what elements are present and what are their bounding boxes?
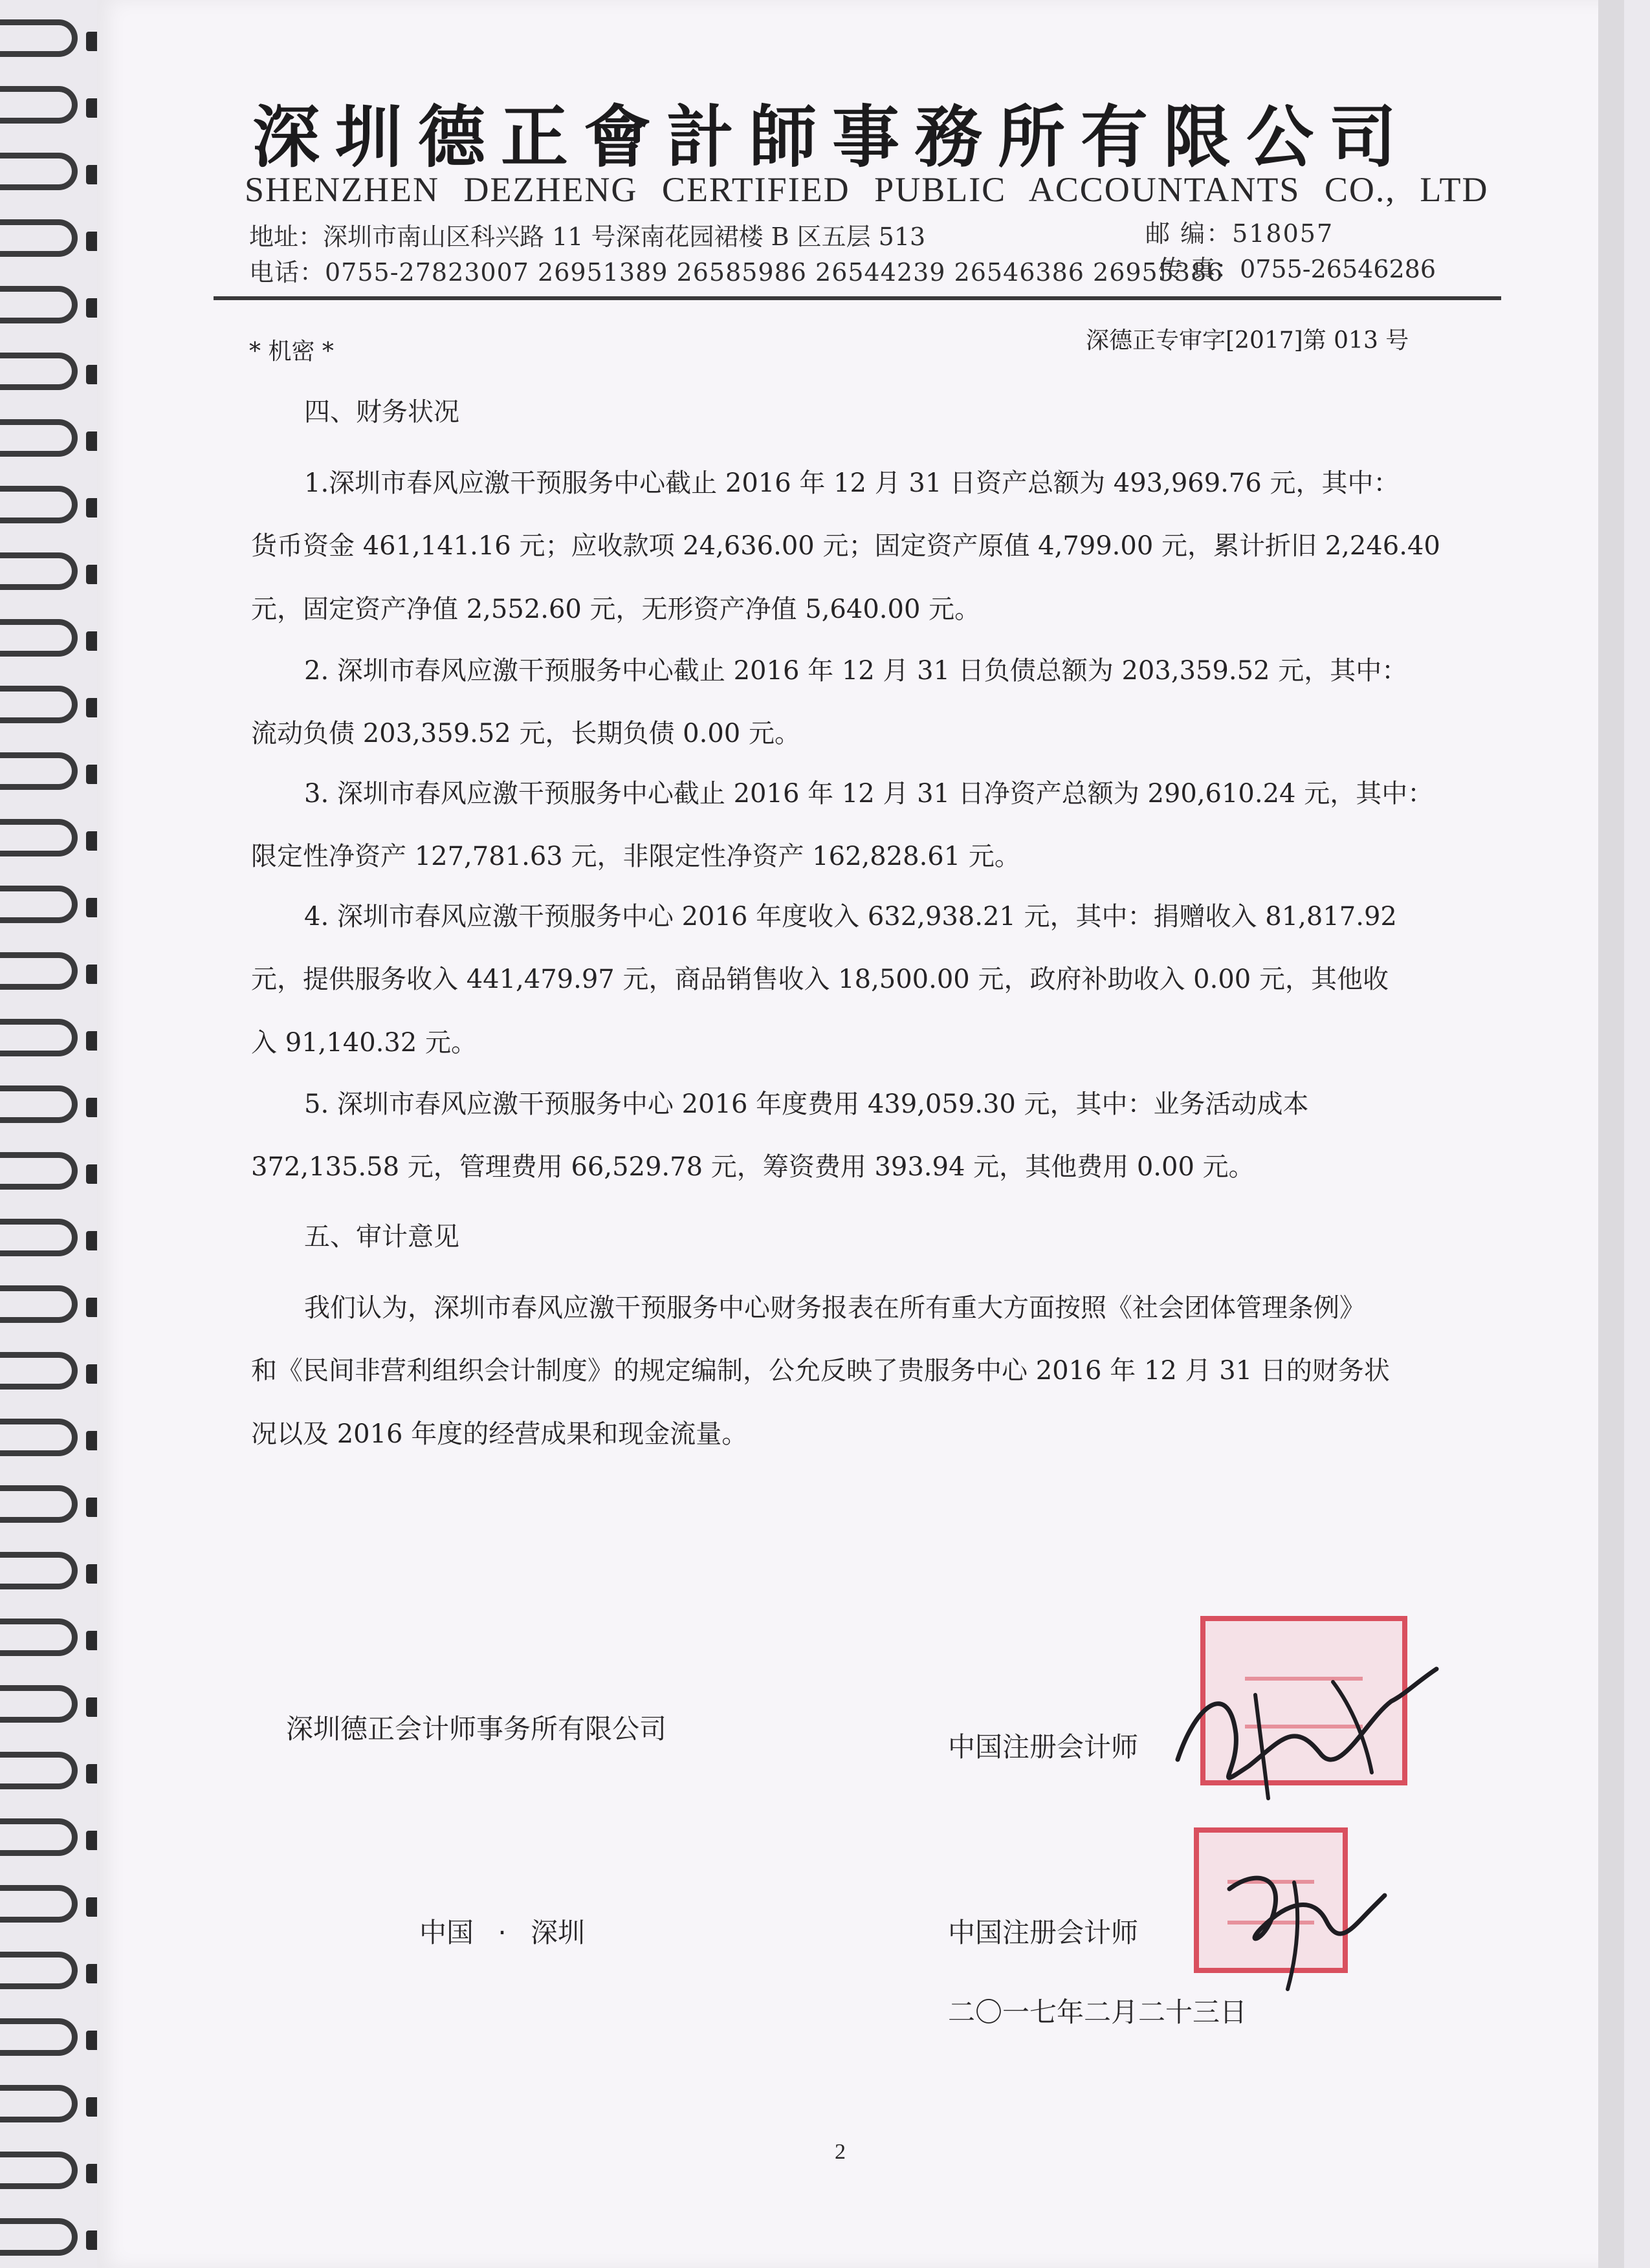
binding-ring bbox=[0, 1485, 78, 1523]
paragraph-line: 4. 深圳市春风应激干预服务中心 2016 年度收入 632,938.21 元，其中：捐赠收入 81,817.92 bbox=[304, 902, 1397, 932]
binding-ring bbox=[0, 353, 78, 390]
paragraph-line: 我们认为，深圳市春风应激干预服务中心财务报表在所有重大方面按照《社会团体管理条例》 bbox=[304, 1293, 1365, 1323]
letterhead-company-name-en: SHENZHEN DEZHENG CERTIFIED PUBLIC ACCOUNTANTS CO., LTD bbox=[245, 170, 1489, 209]
paragraph-line: 入 91,140.32 元。 bbox=[251, 1028, 478, 1058]
binding-ring bbox=[0, 952, 78, 990]
confidential-label: * 机密 * bbox=[249, 338, 334, 365]
binding-ring bbox=[0, 19, 78, 57]
binding-ring bbox=[0, 819, 78, 856]
binding-ring bbox=[0, 486, 78, 523]
paragraph-line: 元，提供服务收入 441,479.97 元，商品销售收入 18,500.00 元，政府补助收入 0.00 元，其他收 bbox=[251, 965, 1389, 994]
binding-ring bbox=[0, 1685, 78, 1723]
binding-ring bbox=[0, 1152, 78, 1190]
binding-ring bbox=[0, 2218, 78, 2256]
binding-ring bbox=[0, 1952, 78, 1989]
paragraph-line: 和《民间非营利组织会计制度》的规定编制，公允反映了贵服务中心 2016 年 12 月 31 日的财务状 bbox=[251, 1356, 1390, 1386]
binding-ring bbox=[0, 886, 78, 923]
binding-ring bbox=[0, 1619, 78, 1656]
binding-ring bbox=[0, 1352, 78, 1390]
binding-ring bbox=[0, 219, 78, 257]
binding-ring bbox=[0, 619, 78, 657]
handwritten-signature-2 bbox=[1216, 1850, 1398, 1999]
paragraph-line: 货币资金 461,141.16 元；应收款项 24,636.00 元；固定资产原值 4,799.00 元，累计折旧 2,246.40 bbox=[251, 531, 1440, 561]
binding-ring bbox=[0, 1552, 78, 1589]
binding-ring bbox=[0, 286, 78, 323]
section-heading-audit-opinion: 五、审计意见 bbox=[304, 1222, 459, 1252]
page-number: 2 bbox=[835, 2140, 846, 2164]
binding-ring bbox=[0, 2018, 78, 2056]
letterhead-company-name-cn: 深圳德正會計師事務所有限公司 bbox=[252, 97, 1413, 177]
letterhead-fax: 传 真：0755-26546286 bbox=[1158, 255, 1436, 283]
binding-ring bbox=[0, 86, 78, 124]
binding-ring bbox=[0, 1085, 78, 1123]
cpa-label-2: 中国注册会计师 bbox=[948, 1917, 1139, 1948]
paragraph-line: 限定性净资产 127,781.63 元，非限定性净资产 162,828.61 元。 bbox=[251, 842, 1020, 871]
binding-ring bbox=[0, 1885, 78, 1923]
paragraph-line: 3. 深圳市春风应激干预服务中心截止 2016 年 12 月 31 日净资产总额为 290,610.24 元，其中： bbox=[304, 779, 1434, 809]
page-edge bbox=[1598, 0, 1624, 2268]
binding-ring bbox=[0, 1752, 78, 1789]
binding-ring bbox=[0, 1818, 78, 1856]
paragraph-line: 2. 深圳市春风应激干预服务中心截止 2016 年 12 月 31 日负债总额为 203,359.52 元，其中： bbox=[304, 656, 1408, 686]
signing-place: 中国 · 深圳 bbox=[419, 1917, 586, 1948]
binding-ring bbox=[0, 752, 78, 790]
spiral-binding bbox=[0, 0, 110, 2268]
binding-ring bbox=[0, 686, 78, 723]
letterhead-postcode: 邮 编：518057 bbox=[1145, 219, 1334, 248]
binding-ring bbox=[0, 1285, 78, 1323]
binding-ring bbox=[0, 419, 78, 457]
letterhead-rule bbox=[214, 296, 1501, 300]
binding-ring bbox=[0, 2085, 78, 2122]
binding-ring bbox=[0, 2152, 78, 2189]
binding-ring bbox=[0, 1019, 78, 1056]
paragraph-line: 流动负债 203,359.52 元，长期负债 0.00 元。 bbox=[251, 719, 800, 748]
letterhead-address: 地址：深圳市南山区科兴路 11 号深南花园裙楼 B 区五层 513 bbox=[249, 223, 926, 251]
paragraph-line: 5. 深圳市春风应激干预服务中心 2016 年度费用 439,059.30 元，其中：业务活动成本 bbox=[304, 1089, 1309, 1119]
paragraph-line: 1.深圳市春风应激干预服务中心截止 2016 年 12 月 31 日资产总额为 493,969.76 元，其中： bbox=[304, 468, 1400, 498]
binding-ring bbox=[0, 1419, 78, 1456]
document-number: 深德正专审字[2017]第 013 号 bbox=[1086, 327, 1409, 354]
paragraph-line: 372,135.58 元，管理费用 66,529.78 元，筹资费用 393.94 元，其他费用 0.00 元。 bbox=[251, 1152, 1255, 1182]
paragraph-line: 元，固定资产净值 2,552.60 元，无形资产净值 5,640.00 元。 bbox=[251, 594, 981, 624]
binding-ring bbox=[0, 1219, 78, 1256]
binding-ring bbox=[0, 153, 78, 190]
section-heading-financial-status: 四、财务状况 bbox=[304, 397, 459, 427]
signing-date: 二〇一七年二月二十三日 bbox=[948, 1996, 1248, 2028]
handwritten-signature-1 bbox=[1158, 1643, 1449, 1818]
signing-firm-name: 深圳德正会计师事务所有限公司 bbox=[286, 1713, 667, 1745]
paragraph-line: 况以及 2016 年度的经营成果和现金流量。 bbox=[251, 1419, 748, 1449]
cpa-label-1: 中国注册会计师 bbox=[948, 1731, 1139, 1763]
binding-ring bbox=[0, 552, 78, 590]
letterhead-phone: 电话：0755-27823007 26951389 26585986 26544239 26546386 26955386 bbox=[249, 258, 1224, 287]
